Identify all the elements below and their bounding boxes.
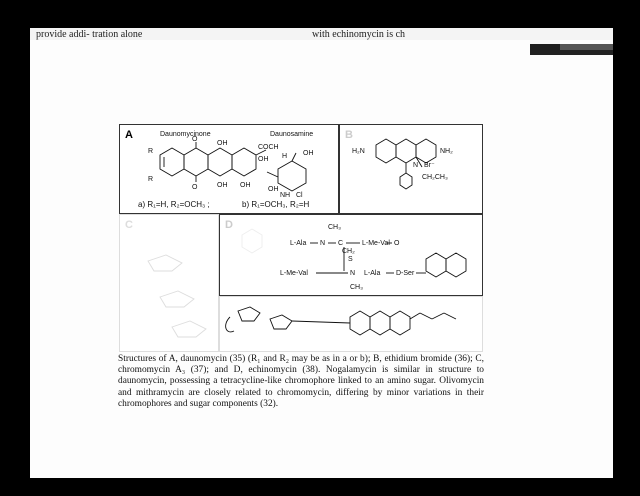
panel-c bbox=[119, 214, 219, 352]
substituent-a: a) R₁=H, R₂=OCH₃ ; bbox=[138, 200, 210, 209]
panel-a-letter: A bbox=[125, 129, 133, 141]
carbonyl-o-bottom: O bbox=[192, 184, 198, 191]
cl-label: Cl bbox=[296, 192, 303, 199]
chromomycin-structure bbox=[220, 297, 484, 353]
panel-a bbox=[119, 124, 339, 214]
n-plus-label: N bbox=[413, 162, 419, 169]
substituent-b: b) R₁=OCH₃, R₂=H bbox=[242, 200, 310, 209]
chromomycin-faint-structure bbox=[120, 215, 220, 353]
ethyl-label: CH₂CH₃ bbox=[422, 174, 448, 181]
panel-d-letter: D bbox=[225, 219, 233, 231]
panel-d bbox=[219, 214, 483, 296]
r2-label: R bbox=[148, 176, 154, 183]
nh2-label: NH₂ bbox=[440, 148, 453, 155]
h2n-label: H₂N bbox=[352, 148, 365, 155]
top-left-text: provide addi- tration alone bbox=[36, 29, 143, 40]
meval-bottom: L-Me-Val bbox=[280, 270, 308, 277]
o-top: O bbox=[394, 240, 400, 247]
nh3-label: NH bbox=[280, 192, 291, 199]
dser-bottom: D-Ser bbox=[396, 270, 415, 277]
ch3-bottom: CH₃ bbox=[350, 284, 363, 291]
carbonyl-o-top: O bbox=[192, 136, 198, 143]
meval-top: L-Me-Val bbox=[362, 240, 390, 247]
panel-b bbox=[339, 124, 483, 214]
echinomycin-structure bbox=[220, 215, 484, 297]
c-top: C bbox=[338, 240, 344, 247]
daunomycin-structure bbox=[120, 125, 340, 215]
structure-figure bbox=[119, 124, 483, 352]
ethidium-structure bbox=[340, 125, 484, 215]
figure-caption: Structures of A, daunomycin (35) (R₁ and R₂ may be as in a or b); B, ethidium bromide (36); C, chromomycin A₃ (37); and D, echinomycin (38). Nogalamycin is similar in structure to daunomycin, possessing a tetracycline-like chromophore linked to an amino sugar. Olivomycin and mithramycin are closely related to chromomycin, differing by minor variations in their chromophores and sugar components (32). bbox=[118, 354, 484, 409]
br-label: Br⁻ bbox=[424, 162, 435, 169]
n-top: N bbox=[320, 240, 326, 247]
ala-top: L-Ala bbox=[290, 240, 307, 247]
sugar-oh-left: OH bbox=[268, 186, 279, 193]
oh-ring-bottom: OH bbox=[240, 182, 251, 189]
ch2-label: CH₂ bbox=[342, 248, 355, 255]
ch3-top: CH₃ bbox=[328, 224, 341, 231]
cochs-label: COCH bbox=[258, 144, 279, 151]
ala-bottom: L-Ala bbox=[364, 270, 381, 277]
h3c-label: H bbox=[282, 153, 288, 160]
scan-edge-bar-inner bbox=[560, 44, 613, 50]
panel-c-lower bbox=[219, 296, 483, 352]
panel-c-letter: C bbox=[125, 219, 133, 231]
n-bottom: N bbox=[350, 270, 356, 277]
sulfur: S bbox=[348, 256, 353, 263]
oh-bottom: OH bbox=[217, 182, 228, 189]
panel-b-letter: B bbox=[345, 129, 353, 141]
r1-label: R bbox=[148, 148, 154, 155]
title-daunosamine: Daunosamine bbox=[270, 131, 314, 138]
title-daunomycinone: Daunomycinone bbox=[160, 131, 211, 138]
top-right-text: with echinomycin is ch bbox=[312, 29, 406, 40]
sugar-oh: OH bbox=[303, 150, 314, 157]
oh-top: OH bbox=[217, 140, 228, 147]
oh-ring: OH bbox=[258, 156, 269, 163]
